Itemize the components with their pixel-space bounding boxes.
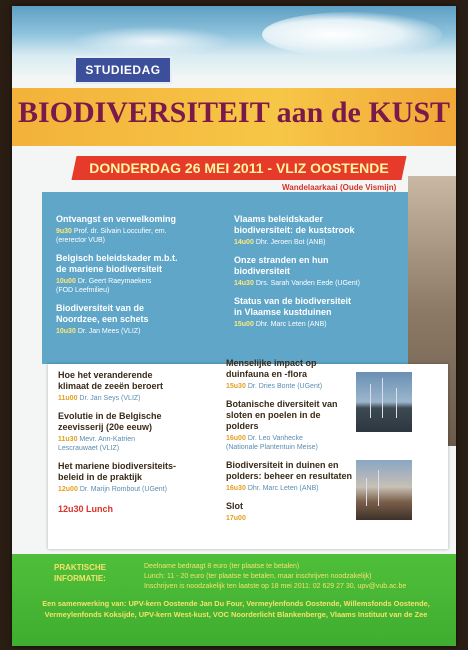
afternoon-right-column [226,358,354,531]
session-speaker: 16u30 Dhr. Marc Leten (ANB) [226,485,319,492]
session-title: Biodiversiteit van de Noordzee, een schets [56,303,149,324]
morning-left-column [56,214,226,344]
practical-label: PRAKTISCHE INFORMATIE: [54,563,107,583]
session-speaker: 10u30 Dr. Jan Mees (VLIZ) [56,328,141,335]
session-title: Onze stranden en hun biodiversiteit [234,255,329,276]
practical-info: Deelname bedraagt 8 euro (ter plaatse te betalen) Lunch: 11 - 20 euro (ter plaatse te betalen, maar inschrijven noodzakelijk) Inschrijven is noodzakelijk ten laatste op 18 mei 2011: 02 629 27 30, upv@vub.ac.be [144,563,407,590]
event-date: DONDERDAG 26 MEI 2011 - VLIZ OOSTENDE [89,160,389,176]
session-speaker: 11u30 Mevr. Ann-Katrien Lescrauwaet (VLIZ) [58,436,136,452]
session-title: Vlaams beleidskader biodiversiteit: de kuststrook [234,214,355,235]
session-title: Botanische diversiteit van sloten en poelen in de polders [226,399,338,431]
session-speaker: 14u00 Dhr. Jeroen Bot (ANB) [234,239,326,246]
page-title: BIODIVERSITEIT aan de KUST [17,96,451,129]
harbor-photo [356,372,412,432]
lunch-label: 12u30 Lunch [58,504,114,514]
session-item [226,399,354,452]
session-speaker: 16u00 Dr. Leo Vanhecke (Nationale Plantentuin Meise) [226,435,318,451]
session-title: Het mariene biodiversiteits- beleid in de praktijk [58,461,177,482]
session-speaker: 15u00 Dhr. Marc Leten (ANB) [234,321,327,328]
session-item [226,460,354,493]
session-time: 17u00 [226,515,246,522]
session-title: Menselijke impact op duinfauna en -flora [226,358,317,379]
poster [12,6,456,646]
venue-label: Wandelaarkaai (Oude Vismijn) [282,183,397,192]
session-item [58,411,218,453]
session-speaker: 15u30 Dr. Dries Bonte (UGent) [226,383,323,390]
session-title: Belgisch beleidskader m.b.t. de mariene biodiversiteit [56,253,178,274]
session-title: Status van de biodiversiteit in Vlaamse kustduinen [234,296,352,317]
session-item [226,501,354,523]
partners-text: Een samenwerking van: UPV-kern Oostende Jan Du Four, Vermeylenfonds Oostende, Willemsfonds Oostende, Vermeylenfonds Koksijde, UPV-kern West-kust, VOC Noorderlicht Blankenberge, Vlaams Instituut van de Zee [42,599,430,619]
session-speaker: 14u30 Drs. Sarah Vanden Eede (UGent) [234,280,360,287]
session-item [56,253,226,295]
session-speaker: 11u00 Dr. Jan Seys (VLIZ) [58,395,141,402]
session-item [234,214,406,247]
morning-right-column [234,214,406,337]
afternoon-left-column [58,370,218,514]
session-speaker: 12u00 Dr. Marijn Rombout (UGent) [58,486,167,493]
session-item [226,358,354,391]
marina-photo [356,460,412,520]
session-title: Hoe het veranderende klimaat de zeeën beroert [58,370,164,391]
session-item [234,296,406,329]
session-title: Ontvangst en verwelkoming [56,214,177,224]
session-item [234,255,406,288]
session-speaker: 10u00 Dr. Geert Raeymaekers (FOD Leefmilieu) [56,278,152,294]
session-item [58,461,218,494]
session-speaker: 9u30 Prof. dr. Silvain Loccufier, em. (ererector VUB) [56,228,167,244]
session-title: Evolutie in de Belgische zeevisserij (20e eeuw) [58,411,162,432]
session-item [56,303,226,336]
session-title: Slot [226,501,243,511]
session-item [58,370,218,403]
studiedag-badge: STUDIEDAG [74,56,172,84]
session-title: Biodiversiteit in duinen en polders: beheer en resultaten [226,460,353,481]
session-item [56,214,226,245]
